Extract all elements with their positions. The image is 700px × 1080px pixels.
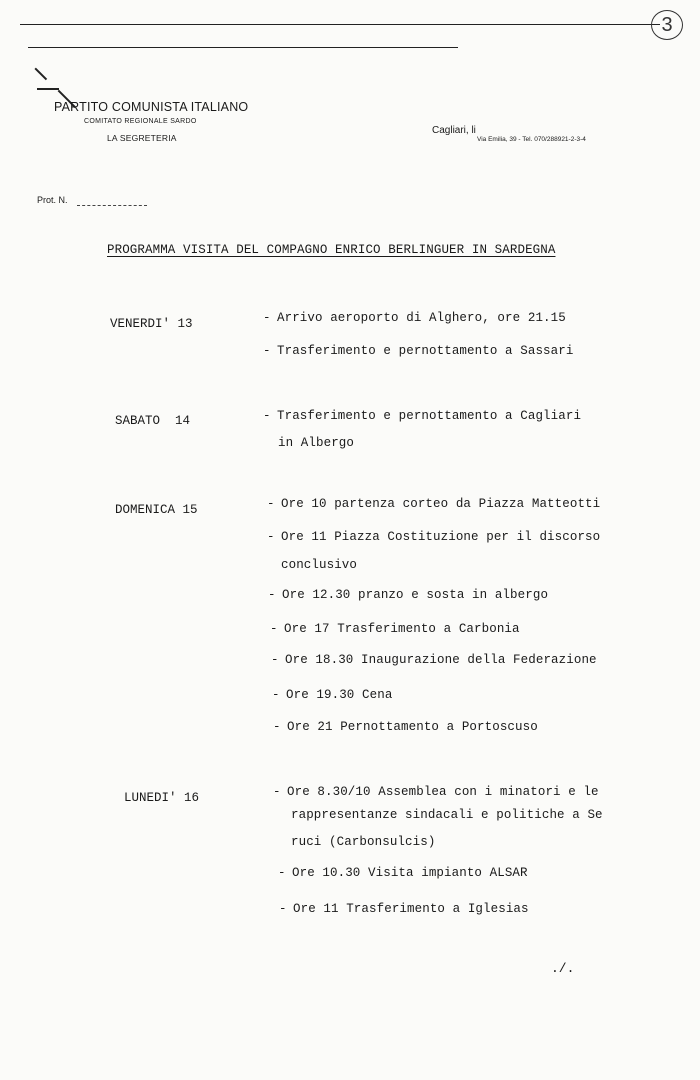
schedule-item-continued: rappresentanze sindacali e politiche a Se [291,808,603,822]
schedule-item-text: Trasferimento e pernottamento a Cagliari [277,409,582,423]
bullet-dash: - [267,530,275,544]
schedule-item [268,588,548,602]
bullet-dash: - [263,409,271,423]
schedule-item [273,785,599,799]
place-date: Cagliari, li [432,125,476,136]
schedule-item-continued: ruci (Carbonsulcis) [291,835,436,849]
org-subtitle: COMITATO REGIONALE SARDO [84,118,197,125]
pen-mark [37,88,59,90]
schedule-item-text: Ore 10.30 Visita impianto ALSAR [292,866,528,880]
schedule-item [263,409,581,423]
day-label: DOMENICA 15 [115,503,198,517]
schedule-item-text: Ore 12.30 pranzo e sosta in albergo [282,588,549,602]
bullet-dash: - [263,311,271,325]
bullet-dash: - [273,720,281,734]
schedule-item-continued: conclusivo [281,558,358,572]
schedule-item [270,622,520,636]
schedule-item [278,866,528,880]
schedule-item [267,530,600,544]
day-label: SABATO 14 [115,414,191,428]
second-rule [28,47,458,48]
org-department: LA SEGRETERIA [107,133,177,143]
schedule-item [263,344,573,358]
schedule-item [263,311,566,325]
protocol-number: Prot. N. [37,195,68,205]
bullet-dash: - [268,588,276,602]
document-title: PROGRAMMA VISITA DEL COMPAGNO ENRICO BERLINGUER IN SARDEGNA [107,243,556,257]
bullet-dash: - [279,902,287,916]
page-number: 3 [651,10,683,40]
top-rule [20,24,660,25]
bullet-dash: - [271,653,279,667]
schedule-item [273,720,538,734]
address: Via Emilia, 39 - Tel. 070/288921-2-3-4 [477,136,586,143]
bullet-dash: - [263,344,271,358]
bullet-dash: - [272,688,280,702]
day-label: VENERDI' 13 [110,317,193,331]
bullet-dash: - [267,497,275,511]
schedule-item [271,653,597,667]
day-label: LUNEDI' 16 [124,791,200,805]
schedule-item-text: Ore 10 partenza corteo da Piazza Matteotti [281,497,601,511]
continued-mark: ./. [551,961,575,976]
bullet-dash: - [273,785,281,799]
schedule-item-continued: in Albergo [278,436,355,450]
schedule-item-text: Ore 21 Pernottamento a Portoscuso [287,720,538,734]
schedule-item-text: Arrivo aeroporto di Alghero, ore 21.15 [277,311,566,325]
schedule-item-text: Trasferimento e pernottamento a Sassari [277,344,574,358]
protocol-line [77,205,147,206]
schedule-item-text: Ore 18.30 Inaugurazione della Federazione [285,653,597,667]
schedule-item [279,902,529,916]
schedule-item-text: Ore 11 Trasferimento a Iglesias [293,902,529,916]
schedule-item-text: Ore 8.30/10 Assemblea con i minatori e le [287,785,599,799]
schedule-item-text: Ore 11 Piazza Costituzione per il discorso [281,530,601,544]
schedule-item-text: Ore 17 Trasferimento a Carbonia [284,622,520,636]
schedule-item [267,497,600,511]
bullet-dash: - [278,866,286,880]
pen-mark [35,68,47,80]
bullet-dash: - [270,622,278,636]
schedule-item [272,688,392,702]
org-name: PARTITO COMUNISTA ITALIANO [54,100,249,114]
schedule-item-text: Ore 19.30 Cena [286,688,393,702]
